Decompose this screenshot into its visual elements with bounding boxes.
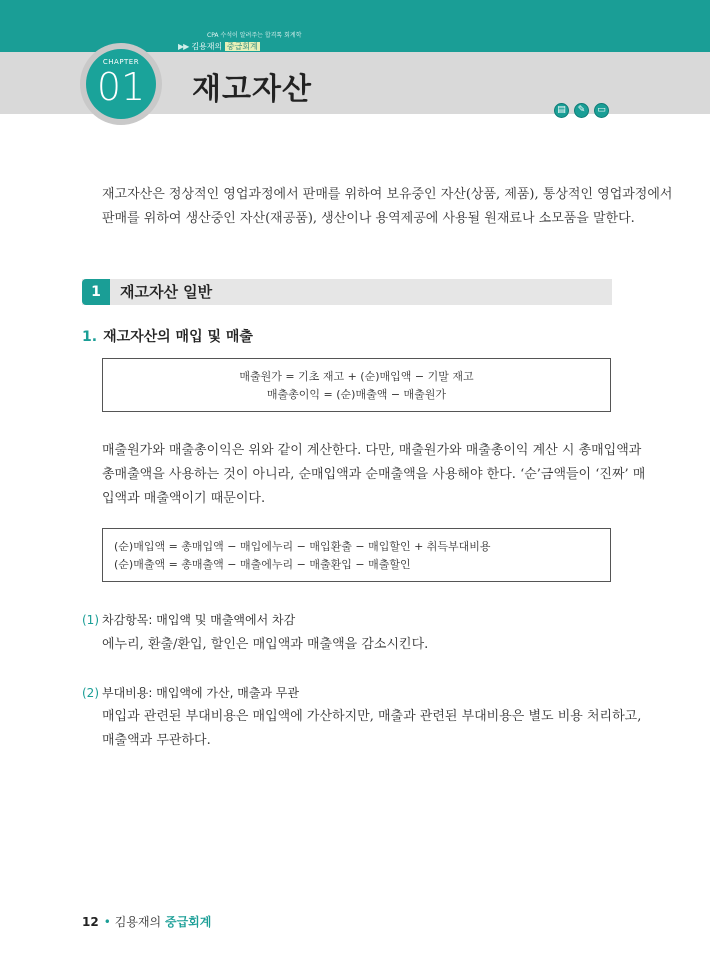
para2-line-2: 총매출액을 사용하는 것이 아니라, 순매입액과 순매출액을 사용해야 한다. ‘순’금액들이 ‘진짜’ 매 <box>102 467 646 482</box>
formula-line-1: 매출원가 = 기초 재고 + (순)매입액 − 기말 재고 <box>239 370 474 383</box>
book-title <box>178 41 260 52</box>
page-footer <box>82 913 211 930</box>
formula-box-net-amounts <box>102 528 611 582</box>
book-highlight: 중급회계 <box>226 42 258 51</box>
intro-line-2: 판매를 위하여 생산중인 자산(재공품), 생산이나 용역제공에 사용될 원재료나 소모품을 말한다. <box>102 211 635 226</box>
para2-line-3: 입액과 매출액이기 때문이다. <box>102 491 266 506</box>
chapter-title: 재고자산 <box>192 72 312 107</box>
intro-line-1: 재고자산은 정상적인 영업과정에서 판매를 위하여 보유중인 자산(상품, 제품), 통상적인 영업과정에서 <box>102 187 673 202</box>
book-prefix: 김용재의 <box>191 42 223 51</box>
double-arrow-icon: ▶▶ <box>178 42 189 51</box>
item2-line-2: 매출액과 무관하다. <box>102 733 211 748</box>
chapter-label: CHAPTER <box>102 58 140 66</box>
item2-title: 부대비용: 매입액에 가산, 매출과 무관 <box>102 686 299 700</box>
intro-paragraph <box>102 183 672 231</box>
series-text: CPA 수석이 알려주는 합격톡 회계학 <box>207 32 302 39</box>
section-title: 재고자산 일반 <box>120 283 213 301</box>
item2-heading <box>82 684 299 701</box>
item1-heading <box>82 611 295 628</box>
chapter-badge <box>86 49 156 119</box>
item1-number: (1) <box>82 613 99 627</box>
section-number: 1 <box>82 279 110 305</box>
chapter-number: 01 <box>96 65 146 109</box>
formula-line-2: (순)매출액 = 총매출액 − 매출에누리 − 매출환입 − 매출할인 <box>114 558 411 571</box>
explanation-paragraph <box>102 439 645 511</box>
subsection-heading <box>82 326 253 346</box>
footer-book-bold: 중급회계 <box>164 915 212 929</box>
item2-number: (2) <box>82 686 99 700</box>
footer-bullet: • <box>103 915 111 929</box>
formula-box-cogs <box>102 358 611 412</box>
footer-book-prefix: 김용재의 <box>114 915 162 929</box>
item1-text: 에누리, 환출/환입, 할인은 매입액과 매출액을 감소시킨다. <box>102 637 429 652</box>
item2-line-1: 매입과 관련된 부대비용은 매입액에 가산하지만, 매출과 관련된 부대비용은 별도 비용 처리하고, <box>102 709 642 724</box>
pencil-icon: ✎ <box>574 103 589 118</box>
header-top-bar <box>0 0 710 52</box>
para2-line-1: 매출원가와 매출총이익은 위와 같이 계산한다. 다만, 매출원가와 매출총이익 계산 시 총매입액과 <box>102 443 642 458</box>
lecture-icon: ▤ <box>554 103 569 118</box>
subsection-number: 1. <box>82 329 98 345</box>
formula-line-2: 매출총이익 = (순)매출액 − 매출원가 <box>266 388 447 401</box>
formula-line-1: (순)매입액 = 총매입액 − 매입에누리 − 매입환출 − 매입할인 + 취득부대비용 <box>114 540 491 553</box>
book-icon: ▭ <box>594 103 609 118</box>
item1-title: 차감항목: 매입액 및 매출액에서 차감 <box>102 613 296 627</box>
page-number: 12 <box>82 915 99 929</box>
subsection-title: 재고자산의 매입 및 매출 <box>103 329 253 345</box>
item2-paragraph <box>102 705 641 753</box>
